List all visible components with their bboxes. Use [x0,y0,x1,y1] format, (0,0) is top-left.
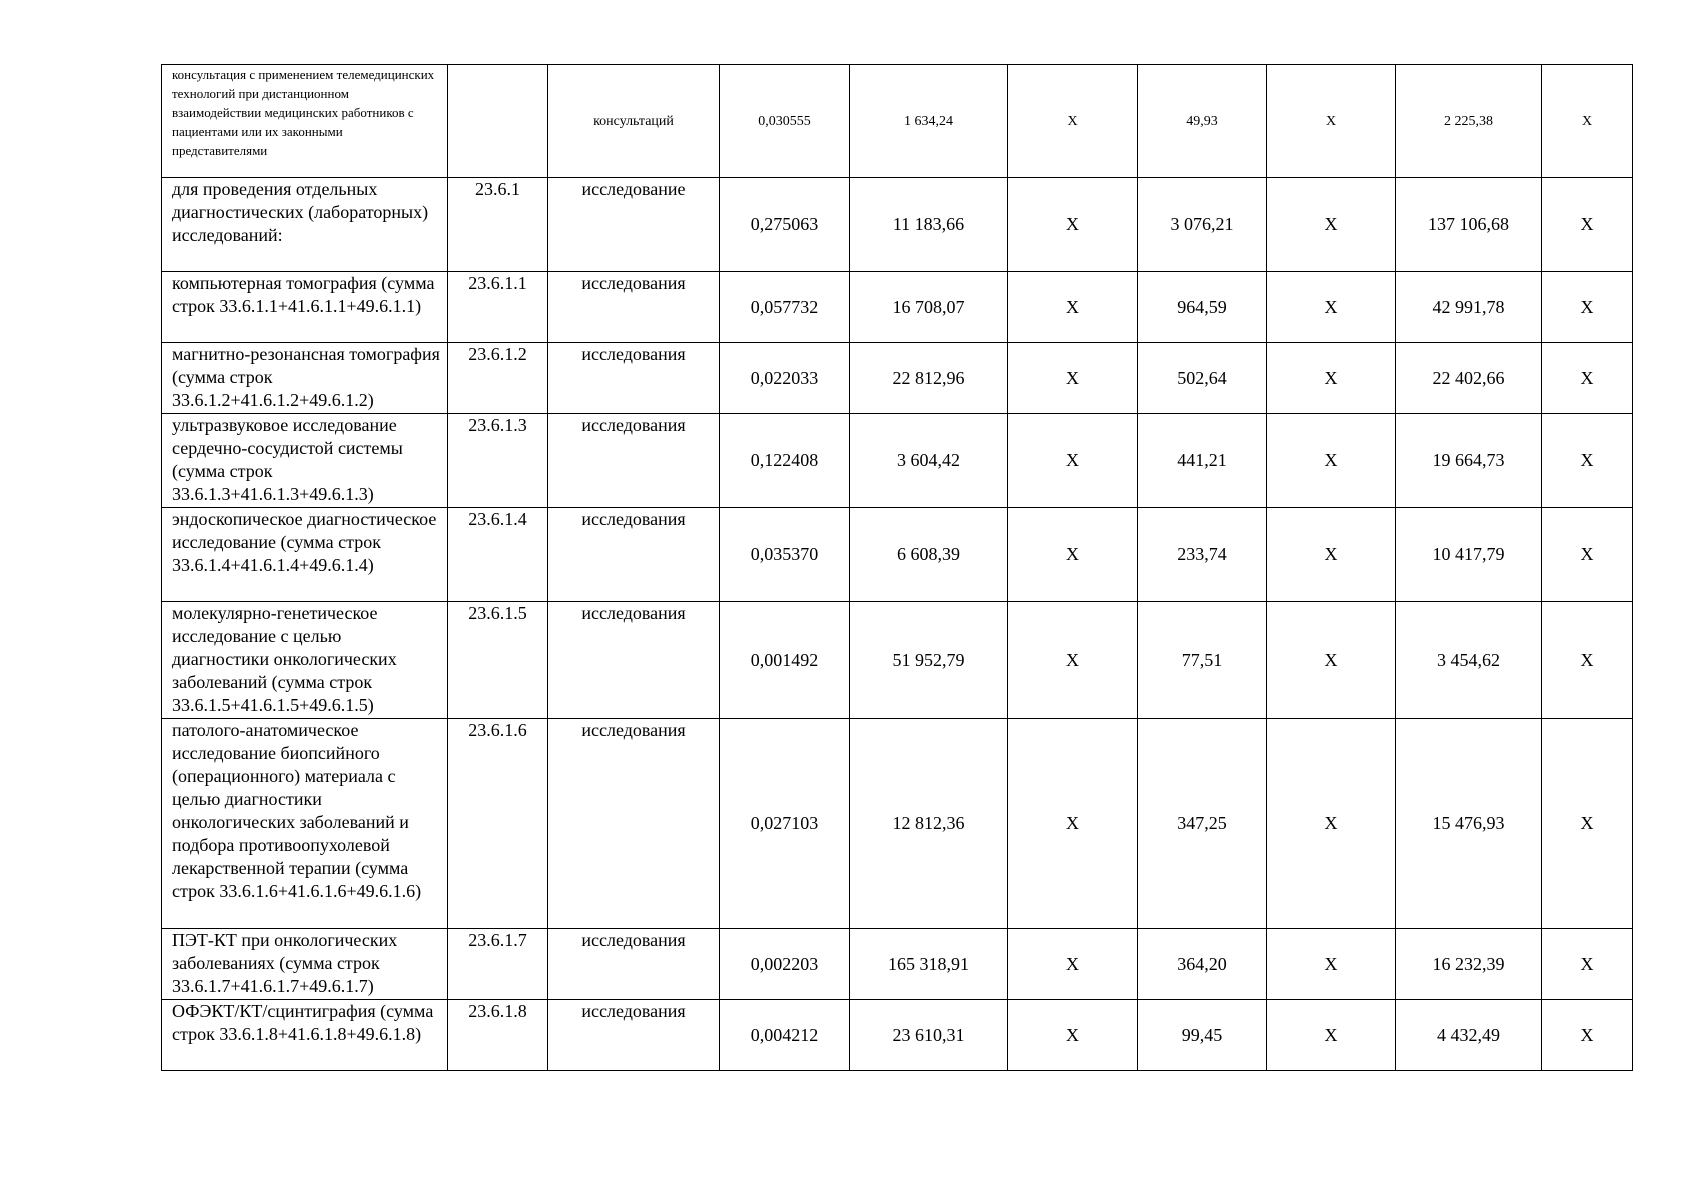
share-cell: Х [1542,65,1633,178]
budget-per-capita-cell: Х [1008,414,1138,508]
budget-total-cell: Х [1267,719,1396,929]
service-name-cell: патолого-анатомическое исследование биопсийного (операционного) материала с целью диагностики онкологических заболеваний и подбора противоопухолевой лекарственной терапии (сумма строк 33.6.1.6+41.6.1.6+49.6.1.6) [162,719,448,929]
budget-total-cell: Х [1267,1000,1396,1071]
budget-total-cell: Х [1267,602,1396,719]
volume-norm-cell: 0,275063 [720,178,850,272]
oms-total-cell: 42 991,78 [1396,272,1542,343]
cost-per-unit-cell: 51 952,79 [850,602,1008,719]
unit-cell: исследования [548,602,720,719]
table-row [162,272,1633,343]
oms-per-capita-cell: 964,59 [1138,272,1267,343]
oms-per-capita-cell: 3 076,21 [1138,178,1267,272]
oms-per-capita-cell: 347,25 [1138,719,1267,929]
share-cell: Х [1542,178,1633,272]
row-number-cell: 23.6.1.4 [448,508,548,602]
share-cell: Х [1542,272,1633,343]
row-number-cell: 23.6.1.2 [448,343,548,414]
share-cell: Х [1542,602,1633,719]
table-row [162,929,1633,1000]
oms-total-cell: 2 225,38 [1396,65,1542,178]
oms-per-capita-cell: 502,64 [1138,343,1267,414]
table-row [162,1000,1633,1071]
oms-per-capita-cell: 233,74 [1138,508,1267,602]
cost-per-unit-cell: 22 812,96 [850,343,1008,414]
share-cell: Х [1542,929,1633,1000]
oms-total-cell: 3 454,62 [1396,602,1542,719]
cost-per-unit-cell: 23 610,31 [850,1000,1008,1071]
service-name-cell: ОФЭКТ/КТ/сцинтиграфия (сумма строк 33.6.1.8+41.6.1.8+49.6.1.8) [162,1000,448,1071]
table-row [162,414,1633,508]
budget-total-cell: Х [1267,178,1396,272]
budget-total-cell: Х [1267,343,1396,414]
cost-per-unit-cell: 11 183,66 [850,178,1008,272]
row-number-cell [448,65,548,178]
budget-total-cell: Х [1267,65,1396,178]
budget-per-capita-cell: Х [1008,272,1138,343]
row-number-cell: 23.6.1.6 [448,719,548,929]
service-name-cell: молекулярно-генетическое исследование с целью диагностики онкологических заболеваний (сумма строк 33.6.1.5+41.6.1.5+49.6.1.5) [162,602,448,719]
oms-total-cell: 4 432,49 [1396,1000,1542,1071]
table-row [162,343,1633,414]
oms-per-capita-cell: 99,45 [1138,1000,1267,1071]
service-name-cell: ПЭТ-КТ при онкологических заболеваниях (сумма строк 33.6.1.7+41.6.1.7+49.6.1.7) [162,929,448,1000]
oms-per-capita-cell: 441,21 [1138,414,1267,508]
volume-norm-cell: 0,027103 [720,719,850,929]
budget-total-cell: Х [1267,508,1396,602]
unit-cell: исследования [548,272,720,343]
table-row [162,178,1633,272]
budget-per-capita-cell: Х [1008,719,1138,929]
cost-per-unit-cell: 165 318,91 [850,929,1008,1000]
service-name-cell: ультразвуковое исследование сердечно-сосудистой системы (сумма строк 33.6.1.3+41.6.1.3+49.6.1.3) [162,414,448,508]
oms-total-cell: 22 402,66 [1396,343,1542,414]
budget-per-capita-cell: Х [1008,178,1138,272]
share-cell: Х [1542,1000,1633,1071]
row-number-cell: 23.6.1 [448,178,548,272]
share-cell: Х [1542,719,1633,929]
table-row [162,602,1633,719]
budget-per-capita-cell: Х [1008,1000,1138,1071]
table-row [162,65,1633,178]
volume-norm-cell: 0,057732 [720,272,850,343]
share-cell: Х [1542,414,1633,508]
service-name-cell: для проведения отдельных диагностических (лабораторных) исследований: [162,178,448,272]
unit-cell: исследование [548,178,720,272]
oms-total-cell: 10 417,79 [1396,508,1542,602]
share-cell: Х [1542,508,1633,602]
volume-norm-cell: 0,001492 [720,602,850,719]
unit-cell: консультаций [548,65,720,178]
unit-cell: исследования [548,1000,720,1071]
row-number-cell: 23.6.1.8 [448,1000,548,1071]
oms-total-cell: 15 476,93 [1396,719,1542,929]
service-name-cell: эндоскопическое диагностическое исследование (сумма строк 33.6.1.4+41.6.1.4+49.6.1.4) [162,508,448,602]
cost-per-unit-cell: 16 708,07 [850,272,1008,343]
budget-per-capita-cell: Х [1008,343,1138,414]
budget-per-capita-cell: Х [1008,602,1138,719]
oms-per-capita-cell: 77,51 [1138,602,1267,719]
volume-norm-cell: 0,035370 [720,508,850,602]
budget-total-cell: Х [1267,929,1396,1000]
oms-total-cell: 19 664,73 [1396,414,1542,508]
unit-cell: исследования [548,508,720,602]
volume-norm-cell: 0,004212 [720,1000,850,1071]
cost-per-unit-cell: 1 634,24 [850,65,1008,178]
oms-per-capita-cell: 49,93 [1138,65,1267,178]
row-number-cell: 23.6.1.1 [448,272,548,343]
budget-total-cell: Х [1267,414,1396,508]
unit-cell: исследования [548,414,720,508]
oms-per-capita-cell: 364,20 [1138,929,1267,1000]
service-name-cell: консультация с применением телемедицинских технологий при дистанционном взаимодействии медицинских работников с пациентами или их законными представителями [162,65,448,178]
budget-total-cell: Х [1267,272,1396,343]
oms-total-cell: 16 232,39 [1396,929,1542,1000]
row-number-cell: 23.6.1.3 [448,414,548,508]
volume-norm-cell: 0,022033 [720,343,850,414]
cost-per-unit-cell: 12 812,36 [850,719,1008,929]
tariff-table [161,64,1633,1071]
unit-cell: исследования [548,719,720,929]
share-cell: Х [1542,343,1633,414]
volume-norm-cell: 0,030555 [720,65,850,178]
budget-per-capita-cell: Х [1008,65,1138,178]
table-row [162,508,1633,602]
table-row [162,719,1633,929]
service-name-cell: компьютерная томография (сумма строк 33.6.1.1+41.6.1.1+49.6.1.1) [162,272,448,343]
volume-norm-cell: 0,002203 [720,929,850,1000]
cost-per-unit-cell: 6 608,39 [850,508,1008,602]
row-number-cell: 23.6.1.5 [448,602,548,719]
budget-per-capita-cell: Х [1008,508,1138,602]
service-name-cell: магнитно-резонансная томография (сумма строк 33.6.1.2+41.6.1.2+49.6.1.2) [162,343,448,414]
oms-total-cell: 137 106,68 [1396,178,1542,272]
unit-cell: исследования [548,343,720,414]
volume-norm-cell: 0,122408 [720,414,850,508]
cost-per-unit-cell: 3 604,42 [850,414,1008,508]
budget-per-capita-cell: Х [1008,929,1138,1000]
unit-cell: исследования [548,929,720,1000]
row-number-cell: 23.6.1.7 [448,929,548,1000]
